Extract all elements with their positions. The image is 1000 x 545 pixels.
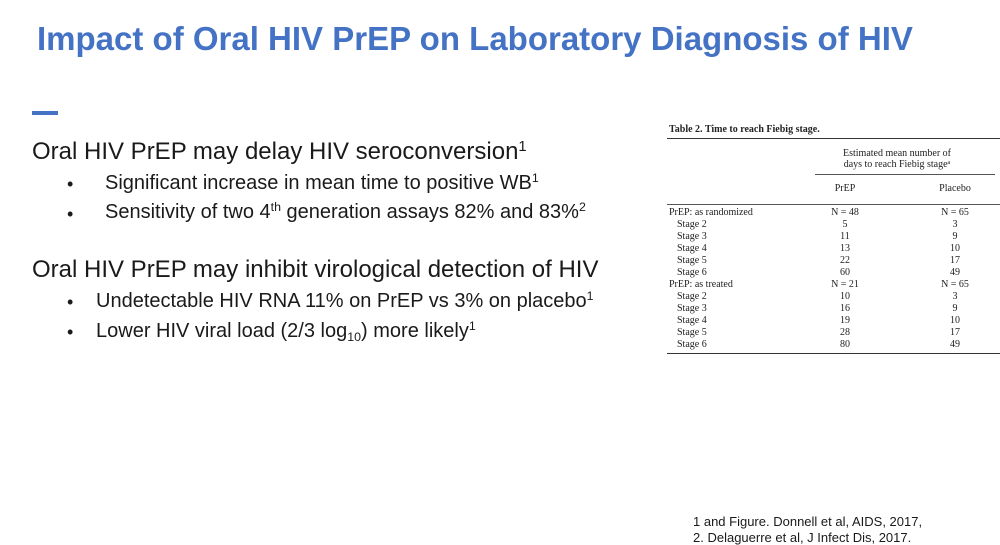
table-row [667,291,1000,303]
prep-value: N = 48 [831,207,859,218]
placebo-value: 49 [950,339,960,350]
placebo-value: 3 [952,219,958,230]
row-label: Stage 6 [677,267,707,278]
prep-value: 11 [840,231,850,242]
placebo-value: 17 [950,255,960,266]
bullet-dot: • [67,292,74,312]
section1-heading-ref: 1 [518,138,527,155]
placebo-value: 3 [952,291,958,302]
bullet-text: Undetectable HIV RNA 11% on PrEP vs 3% on placebo [96,290,587,312]
placebo-value: 10 [950,315,960,326]
prep-value: N = 21 [831,279,859,290]
prep-value: 80 [840,339,850,350]
bullet-ref: 1 [468,319,476,334]
bullet-text-post: ) more likely [361,320,469,342]
prep-value: 10 [840,291,850,302]
prep-value: 19 [840,315,850,326]
table-row [667,315,1000,327]
section1-heading-text: Oral HIV PrEP may delay HIV seroconversion [32,138,519,165]
bullet-text-post: generation assays 82% and 83% [280,201,579,223]
header-bottom-rule [667,204,1000,205]
prep-value: 60 [840,267,850,278]
table-group-row [667,207,1000,219]
spanning-header-line2: days to reach Fiebig stage [843,159,948,170]
bullet-dot: • [67,204,74,224]
row-label: Stage 2 [677,219,707,230]
reference-1: 1 and Figure. Donnell et al, AIDS, 2017, [693,514,923,529]
prep-value: 13 [840,243,850,254]
row-label: Stage 2 [677,291,707,302]
spanning-header [827,148,967,171]
table-row [667,339,1000,351]
reference-2: 2. Delaguerre et al, J Infect Dis, 2017. [693,530,912,545]
section2-bullet-1 [96,290,594,313]
bullet-ref: 1 [531,171,539,186]
row-label: Stage 4 [677,243,707,254]
section1-bullet-1 [105,172,539,195]
log-subscript: 10 [347,330,362,345]
section1-bullet-2 [105,201,586,224]
section1-heading [32,138,527,166]
placebo-value: N = 65 [941,207,969,218]
row-label: Stage 3 [677,303,707,314]
row-label: Stage 4 [677,315,707,326]
row-label: Stage 5 [677,327,707,338]
table-row [667,219,1000,231]
row-label: PrEP: as treated [669,279,733,290]
table-row [667,327,1000,339]
section2-bullet-2 [96,320,476,343]
row-label: PrEP: as randomized [669,207,753,218]
table-bottom-rule [667,353,1000,354]
section2-heading: Oral HIV PrEP may inhibit virological detection of HIV [32,256,599,283]
bullet-ref: 1 [586,289,594,304]
table-row [667,267,1000,279]
placebo-value: N = 65 [941,279,969,290]
table-row [667,255,1000,267]
fiebig-stage-table [667,120,1000,358]
table-caption: Table 2. Time to reach Fiebig stage. [669,124,820,135]
spanning-header-line1: Estimated mean number of [842,148,952,159]
placebo-value: 9 [952,231,958,242]
placebo-value: 49 [950,267,960,278]
prep-value: 22 [840,255,850,266]
column-header-placebo: Placebo [939,183,971,194]
table-group-row [667,279,1000,291]
title-accent-bar [32,111,58,115]
bullet-text-pre: Lower HIV viral load (2/3 log [96,320,348,342]
spanning-header-rule [815,174,995,175]
table-row [667,243,1000,255]
placebo-value: 9 [952,303,958,314]
slide-title: Impact of Oral HIV PrEP on Laboratory Diagnosis of HIV [37,20,913,57]
prep-value: 5 [842,219,848,230]
table-row [667,303,1000,315]
bullet-dot: • [67,174,74,194]
prep-value: 28 [840,327,850,338]
spanning-header-footnote: a [947,158,951,166]
bullet-ref: 2 [578,200,586,215]
bullet-text: Significant increase in mean time to positive WB [105,172,532,194]
column-header-prep: PrEP [834,183,856,194]
table-row [667,231,1000,243]
bullet-text-pre: Sensitivity of two 4 [105,201,271,223]
table-top-rule [667,138,1000,139]
placebo-value: 17 [950,327,960,338]
prep-value: 16 [840,303,850,314]
placebo-value: 10 [950,243,960,254]
row-label: Stage 3 [677,231,707,242]
row-label: Stage 6 [677,339,707,350]
ordinal-suffix: th [270,200,281,215]
bullet-dot: • [67,322,74,342]
row-label: Stage 5 [677,255,707,266]
